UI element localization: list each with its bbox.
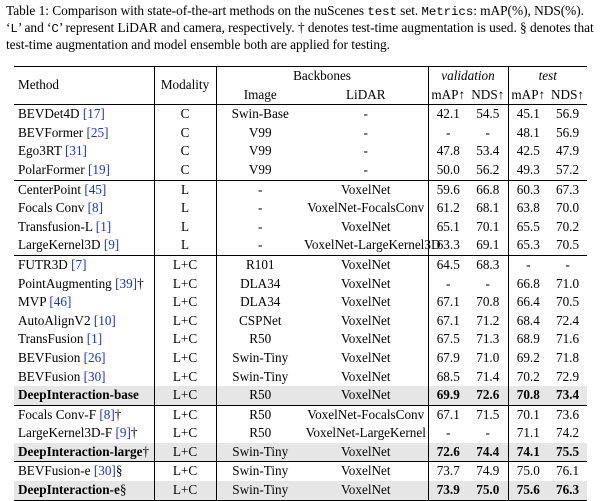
citation-link[interactable]: [25] bbox=[86, 124, 109, 140]
citation-link[interactable]: [1] bbox=[95, 218, 112, 234]
test-nds-cell: 70.2 bbox=[555, 218, 580, 234]
table-row bbox=[14, 386, 587, 405]
table-row bbox=[14, 142, 587, 161]
val-map-cell: 47.8 bbox=[428, 142, 468, 161]
header-lidar: LiDAR bbox=[345, 86, 386, 102]
table-row bbox=[14, 424, 587, 443]
method-footnote-mark: § bbox=[115, 463, 123, 479]
val-nds-cell: 71.4 bbox=[476, 368, 500, 384]
citation-link[interactable]: [1] bbox=[86, 331, 103, 347]
lidar-backbone-cell: VoxelNet bbox=[304, 255, 428, 274]
method-name: BEVFormer bbox=[18, 124, 84, 140]
test-map-cell: 70.1 bbox=[508, 405, 548, 424]
image-backbone-cell: - bbox=[216, 180, 304, 199]
modality-cell: L+C bbox=[154, 386, 216, 405]
header-test-map: mAP↑ bbox=[508, 86, 548, 105]
table-row bbox=[14, 161, 587, 180]
method-cell bbox=[14, 124, 154, 143]
image-backbone-cell: R50 bbox=[216, 405, 304, 424]
citation-link[interactable]: [30] bbox=[93, 463, 116, 479]
table-row bbox=[14, 180, 587, 199]
test-nds-cell: 76.1 bbox=[548, 462, 587, 481]
method-cell bbox=[14, 481, 154, 500]
val-map-cell: 64.5 bbox=[428, 255, 468, 274]
citation-link[interactable]: [26] bbox=[83, 349, 106, 365]
method-cell bbox=[14, 424, 154, 443]
test-map-cell: 74.1 bbox=[508, 443, 548, 462]
table-row bbox=[14, 405, 587, 424]
image-backbone-cell: R50 bbox=[216, 330, 304, 349]
val-map-cell: - bbox=[428, 275, 468, 294]
val-map-cell: - bbox=[428, 124, 468, 143]
val-map-cell: 68.5 bbox=[428, 368, 468, 387]
val-map-cell: 72.6 bbox=[428, 443, 468, 462]
test-map-cell: 68.4 bbox=[508, 312, 548, 331]
method-name: MVP bbox=[18, 294, 47, 310]
citation-link[interactable]: [10] bbox=[93, 312, 116, 328]
table-row bbox=[14, 124, 587, 143]
val-map-cell: 42.1 bbox=[428, 105, 468, 124]
test-map-cell: 49.3 bbox=[508, 161, 548, 180]
citation-link[interactable]: [31] bbox=[64, 143, 87, 159]
header-validation: validation bbox=[428, 67, 508, 86]
lidar-backbone-cell: VoxelNet-LargeKernel3D bbox=[304, 237, 441, 253]
citation-link[interactable]: [30] bbox=[83, 368, 106, 384]
lidar-backbone-cell: VoxelNet bbox=[340, 312, 391, 328]
table-row bbox=[14, 218, 587, 237]
val-map-cell: 67.1 bbox=[428, 293, 468, 312]
table-row bbox=[14, 481, 587, 500]
method-name: CenterPoint bbox=[18, 181, 82, 197]
modality-cell: L+C bbox=[154, 481, 216, 500]
modality-cell: L+C bbox=[154, 330, 216, 349]
test-nds-cell: 71.6 bbox=[555, 331, 580, 347]
modality-cell: L+C bbox=[154, 349, 216, 368]
citation-link[interactable]: [9] bbox=[115, 425, 131, 441]
citation-link[interactable]: [46] bbox=[49, 294, 72, 310]
test-map-cell: 48.1 bbox=[508, 124, 548, 143]
test-nds-cell: 71.8 bbox=[555, 349, 580, 365]
method-name: AutoAlignV2 bbox=[18, 312, 91, 328]
method-name: LargeKernel3D bbox=[18, 237, 101, 253]
table-row bbox=[14, 199, 587, 218]
val-map-cell: 73.9 bbox=[428, 481, 468, 500]
modality-cell: C bbox=[154, 142, 216, 161]
method-name: DeepInteraction-large bbox=[18, 443, 143, 459]
modality-cell: L+C bbox=[154, 275, 216, 294]
table-caption: Table 1: Comparison with state-of-the-art methods on the nuScenes test set. Metrics: mAP(%), NDS(%). ‘L’ and ‘C’ represent LiDAR and camera, respectively. † denotes test-time augmentation is used. § denotes that test-time augmentation and model ensemble both are applied for testing. bbox=[6, 3, 594, 53]
table-row bbox=[14, 368, 587, 387]
citation-link[interactable]: [17] bbox=[82, 106, 105, 122]
test-nds-cell: 72.9 bbox=[555, 368, 580, 384]
lidar-backbone-cell: VoxelNet bbox=[340, 275, 391, 291]
image-backbone-cell: Swin-Tiny bbox=[216, 481, 304, 500]
camera-keyword: C bbox=[51, 22, 59, 37]
test-keyword: test bbox=[367, 5, 397, 19]
table-row bbox=[14, 312, 587, 331]
image-backbone-cell: Swin-Base bbox=[216, 105, 304, 124]
val-nds-cell: 56.2 bbox=[476, 161, 500, 177]
test-nds-cell: 75.5 bbox=[548, 443, 587, 462]
lidar-backbone-cell: VoxelNet bbox=[304, 443, 428, 462]
lidar-backbone-cell: VoxelNet bbox=[340, 349, 391, 365]
val-nds-cell: - bbox=[485, 425, 490, 441]
method-name: Focals Conv-F bbox=[18, 406, 97, 422]
citation-link[interactable]: [45] bbox=[84, 181, 107, 197]
image-backbone-cell: V99 bbox=[216, 161, 304, 180]
header-modality: Modality bbox=[154, 67, 216, 105]
method-cell bbox=[14, 368, 154, 387]
image-backbone-cell: Swin-Tiny bbox=[216, 349, 304, 368]
val-nds-cell: 68.1 bbox=[476, 200, 500, 216]
val-map-cell: 67.9 bbox=[428, 349, 468, 368]
header-val-map: mAP↑ bbox=[428, 86, 468, 105]
method-name: DeepInteraction-e bbox=[18, 482, 120, 498]
test-nds-cell: 70.0 bbox=[555, 200, 580, 216]
method-cell bbox=[14, 218, 154, 237]
method-name: DeepInteraction-base bbox=[18, 387, 139, 403]
method-name: Focals Conv bbox=[18, 200, 85, 216]
modality-cell: C bbox=[154, 161, 216, 180]
citation-link[interactable]: [39] bbox=[115, 275, 138, 291]
method-cell bbox=[14, 275, 154, 294]
lidar-backbone-cell: VoxelNet bbox=[304, 462, 428, 481]
val-nds-cell: 72.6 bbox=[468, 386, 508, 405]
method-cell bbox=[14, 142, 154, 161]
modality-cell: C bbox=[154, 105, 216, 124]
citation-link[interactable]: [7] bbox=[71, 256, 87, 272]
val-nds-cell: 53.4 bbox=[476, 143, 500, 159]
table-row bbox=[14, 330, 587, 349]
table-row bbox=[14, 255, 587, 274]
val-nds-cell: 74.4 bbox=[468, 443, 508, 462]
test-map-cell: 60.3 bbox=[508, 180, 548, 199]
table-row bbox=[14, 349, 587, 368]
test-nds-cell: 72.4 bbox=[555, 312, 580, 328]
comparison-table bbox=[14, 66, 587, 501]
test-nds-cell: 67.3 bbox=[548, 180, 587, 199]
test-map-cell: 75.6 bbox=[508, 481, 548, 500]
modality-cell: L bbox=[154, 199, 216, 218]
lidar-backbone-cell: VoxelNet bbox=[340, 331, 391, 347]
modality-cell: L+C bbox=[154, 293, 216, 312]
test-nds-cell: 73.6 bbox=[548, 405, 587, 424]
test-map-cell: 65.3 bbox=[508, 236, 548, 255]
test-map-cell: 75.0 bbox=[508, 462, 548, 481]
val-nds-cell: - bbox=[485, 275, 490, 291]
test-map-cell: 66.8 bbox=[508, 275, 548, 294]
test-nds-cell: 70.5 bbox=[555, 294, 580, 310]
val-map-cell: 61.2 bbox=[428, 199, 468, 218]
test-map-cell: 63.8 bbox=[508, 199, 548, 218]
image-backbone-cell: Swin-Tiny bbox=[216, 443, 304, 462]
method-cell bbox=[14, 255, 154, 274]
val-map-cell: 69.9 bbox=[428, 386, 468, 405]
lidar-backbone-cell: - bbox=[363, 161, 368, 177]
val-nds-cell: 71.0 bbox=[476, 349, 500, 365]
test-nds-cell: 76.3 bbox=[548, 481, 587, 500]
method-name: TransFusion bbox=[18, 331, 84, 347]
method-cell bbox=[14, 180, 154, 199]
modality-cell: L bbox=[154, 180, 216, 199]
test-map-cell: 42.5 bbox=[508, 142, 548, 161]
val-map-cell: 67.5 bbox=[428, 330, 468, 349]
citation-link[interactable]: [9] bbox=[103, 237, 120, 253]
test-nds-cell: 73.4 bbox=[548, 386, 587, 405]
test-map-cell: - bbox=[508, 255, 548, 274]
method-footnote-mark: † bbox=[130, 425, 138, 441]
method-cell bbox=[14, 236, 154, 255]
image-backbone-cell: Swin-Tiny bbox=[216, 368, 304, 387]
method-cell bbox=[14, 105, 154, 124]
val-nds-cell: 71.5 bbox=[468, 405, 508, 424]
lidar-backbone-cell: VoxelNet bbox=[304, 180, 428, 199]
lidar-backbone-cell: VoxelNet bbox=[304, 481, 428, 500]
image-backbone-cell: R101 bbox=[216, 255, 304, 274]
test-map-cell: 69.2 bbox=[508, 349, 548, 368]
method-footnote-mark: † bbox=[142, 443, 150, 459]
test-nds-cell: - bbox=[548, 255, 587, 274]
method-name: PointAugmenting bbox=[18, 275, 112, 291]
image-backbone-cell: R50 bbox=[216, 386, 304, 405]
modality-cell: L+C bbox=[154, 255, 216, 274]
image-backbone-cell: R50 bbox=[216, 424, 304, 443]
val-nds-cell: 70.1 bbox=[476, 218, 500, 234]
val-map-cell: 67.1 bbox=[428, 405, 468, 424]
test-map-cell: 65.5 bbox=[508, 218, 548, 237]
lidar-backbone-cell: VoxelNet-FocalsConv bbox=[304, 405, 428, 424]
test-map-cell: 45.1 bbox=[508, 105, 548, 124]
val-map-cell: 59.6 bbox=[428, 180, 468, 199]
lidar-backbone-cell: - bbox=[363, 143, 368, 159]
image-backbone-cell: DLA34 bbox=[216, 275, 304, 294]
citation-link[interactable]: [19] bbox=[87, 161, 110, 177]
val-map-cell: 50.0 bbox=[428, 161, 468, 180]
method-name: LargeKernel3D-F bbox=[18, 425, 113, 441]
test-nds-cell: 74.2 bbox=[555, 425, 580, 441]
lidar-backbone-cell: - bbox=[304, 105, 428, 124]
modality-cell: L+C bbox=[154, 424, 216, 443]
method-cell bbox=[14, 443, 154, 462]
image-backbone-cell: Swin-Tiny bbox=[216, 462, 304, 481]
val-map-cell: 73.7 bbox=[428, 462, 468, 481]
method-name: BEVFusion bbox=[18, 349, 81, 365]
method-footnote-mark: † bbox=[137, 275, 144, 291]
modality-cell: L bbox=[154, 236, 216, 255]
method-name: BEVFusion-e bbox=[18, 463, 91, 479]
method-name: PolarFormer bbox=[18, 161, 85, 177]
table-row bbox=[14, 105, 587, 124]
method-name: BEVDet4D bbox=[18, 106, 80, 122]
method-cell bbox=[14, 349, 154, 368]
image-backbone-cell: DLA34 bbox=[216, 293, 304, 312]
test-map-cell: 70.2 bbox=[508, 368, 548, 387]
table-row bbox=[14, 443, 587, 462]
image-backbone-cell: V99 bbox=[216, 124, 304, 143]
val-nds-cell: 71.3 bbox=[476, 331, 500, 347]
modality-cell: L+C bbox=[154, 405, 216, 424]
lidar-backbone-cell: VoxelNet-LargeKernel bbox=[305, 425, 426, 441]
method-name: Ego3RT bbox=[18, 143, 62, 159]
test-nds-cell: 71.0 bbox=[555, 275, 580, 291]
header-test-nds: NDS↑ bbox=[551, 86, 585, 102]
header-image: Image bbox=[216, 86, 304, 105]
method-name: FUTR3D bbox=[18, 256, 68, 272]
val-nds-cell: 68.3 bbox=[468, 255, 508, 274]
lidar-keyword: L bbox=[10, 22, 18, 37]
method-cell bbox=[14, 386, 154, 405]
modality-cell: C bbox=[154, 124, 216, 143]
val-map-cell: 63.3 bbox=[428, 236, 468, 255]
method-cell bbox=[14, 161, 154, 180]
test-nds-cell: 70.5 bbox=[555, 237, 580, 253]
method-cell bbox=[14, 312, 154, 331]
modality-cell: L+C bbox=[154, 312, 216, 331]
header-backbones: Backbones bbox=[216, 67, 428, 86]
val-nds-cell: - bbox=[485, 124, 490, 140]
table-body bbox=[14, 105, 587, 500]
val-map-cell: 65.1 bbox=[428, 218, 468, 237]
header-val-nds: NDS↑ bbox=[471, 86, 505, 102]
lidar-backbone-cell: VoxelNet bbox=[304, 386, 428, 405]
val-nds-cell: 66.8 bbox=[468, 180, 508, 199]
test-map-cell: 66.4 bbox=[508, 293, 548, 312]
test-nds-cell: 47.9 bbox=[555, 143, 580, 159]
table-row bbox=[14, 462, 587, 481]
val-nds-cell: 70.8 bbox=[476, 294, 500, 310]
test-nds-cell: 56.9 bbox=[548, 105, 587, 124]
method-cell bbox=[14, 199, 154, 218]
metrics-keyword: Metrics bbox=[421, 5, 474, 19]
table-row bbox=[14, 275, 587, 294]
image-backbone-cell: - bbox=[216, 218, 304, 237]
method-footnote-mark: § bbox=[119, 482, 127, 498]
method-name: BEVFusion bbox=[18, 368, 81, 384]
test-map-cell: 70.8 bbox=[508, 386, 548, 405]
method-cell bbox=[14, 330, 154, 349]
table-row bbox=[14, 293, 587, 312]
lidar-backbone-cell: VoxelNet-FocalsConv bbox=[307, 200, 425, 216]
lidar-backbone-cell: VoxelNet bbox=[340, 218, 391, 234]
header-method: Method bbox=[14, 67, 154, 105]
method-cell bbox=[14, 293, 154, 312]
val-map-cell: - bbox=[428, 424, 468, 443]
test-nds-cell: 57.2 bbox=[555, 161, 580, 177]
table-row bbox=[14, 236, 587, 255]
val-nds-cell: 69.1 bbox=[476, 237, 500, 253]
test-map-cell: 71.1 bbox=[508, 424, 548, 443]
method-name: Transfusion-L bbox=[18, 218, 93, 234]
image-backbone-cell: V99 bbox=[216, 142, 304, 161]
image-backbone-cell: CSPNet bbox=[216, 312, 304, 331]
citation-link[interactable]: [8] bbox=[99, 406, 115, 422]
modality-cell: L bbox=[154, 218, 216, 237]
method-footnote-mark: † bbox=[114, 406, 122, 422]
method-cell bbox=[14, 462, 154, 481]
lidar-backbone-cell: VoxelNet bbox=[340, 294, 391, 310]
image-backbone-cell: - bbox=[216, 236, 304, 255]
method-cell bbox=[14, 405, 154, 424]
image-backbone-cell: - bbox=[216, 199, 304, 218]
test-map-cell: 68.9 bbox=[508, 330, 548, 349]
modality-cell: L+C bbox=[154, 368, 216, 387]
val-nds-cell: 74.9 bbox=[468, 462, 508, 481]
header-test: test bbox=[508, 67, 587, 86]
val-map-cell: 67.1 bbox=[428, 312, 468, 331]
val-nds-cell: 75.0 bbox=[468, 481, 508, 500]
modality-cell: L+C bbox=[154, 443, 216, 462]
lidar-backbone-cell: - bbox=[363, 124, 368, 140]
val-nds-cell: 54.5 bbox=[468, 105, 508, 124]
citation-link[interactable]: [8] bbox=[87, 200, 103, 216]
test-nds-cell: 56.9 bbox=[555, 124, 580, 140]
lidar-backbone-cell: VoxelNet bbox=[340, 368, 391, 384]
val-nds-cell: 71.2 bbox=[476, 312, 500, 328]
modality-cell: L+C bbox=[154, 462, 216, 481]
